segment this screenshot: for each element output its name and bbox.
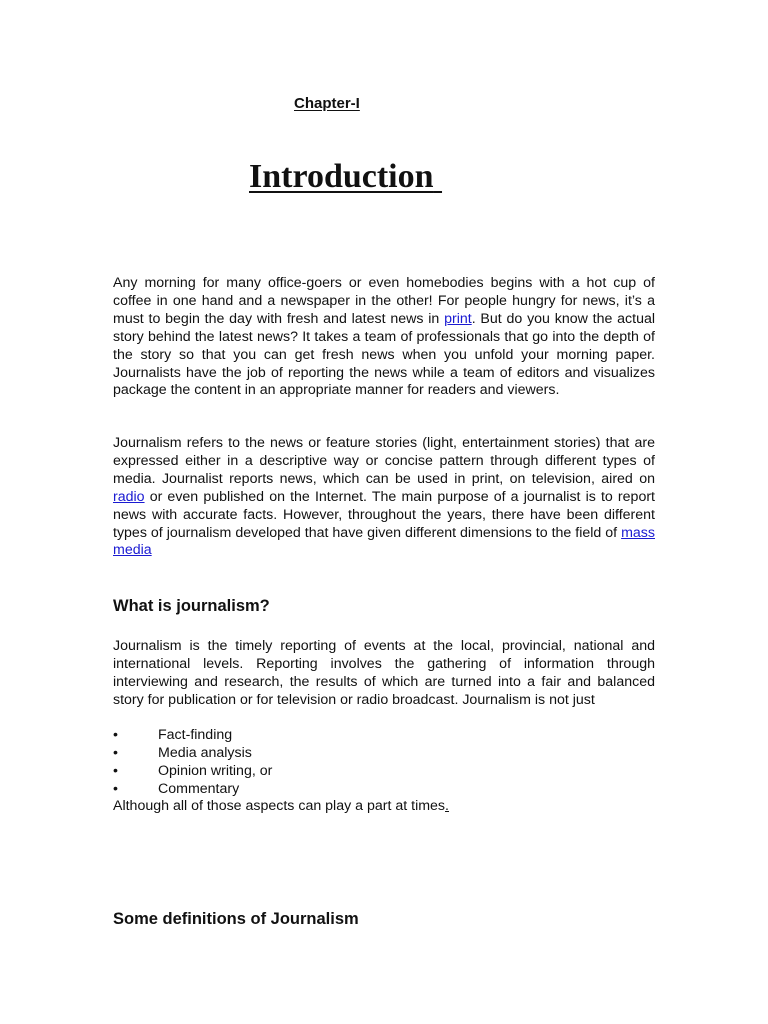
bullet-icon: • [113, 744, 118, 761]
bullet-list [113, 727, 272, 799]
closing-sentence [113, 798, 449, 816]
mass-media-link[interactable]: mass media [113, 524, 655, 559]
bullet-icon: • [113, 762, 118, 779]
paragraph-text: or even published on the Internet. The main purpose of a journalist is to report news with accurate facts. However, throughout the years, there have been different types of journalism developed that have given different dimensions to the field of [113, 488, 655, 541]
list-item-text: Fact-finding [158, 727, 233, 743]
page-title-text: Introduction [249, 158, 434, 195]
list-item-text: Media analysis [158, 744, 252, 761]
intro-paragraph-1 [113, 275, 655, 400]
page-title [249, 158, 442, 196]
list-item [113, 781, 272, 799]
bullet-icon: • [113, 727, 118, 743]
intro-paragraph-2 [113, 435, 655, 560]
print-link[interactable]: print [444, 310, 472, 327]
list-item [113, 745, 272, 763]
closing-period: . [445, 798, 449, 814]
list-item-text: Opinion writing, or [158, 762, 273, 779]
list-item-text: Commentary [158, 780, 240, 797]
paragraph-text: Any morning for many office-goers or even homebodies begins with a hot cup of coffee in one hand and a newspaper in the other! For people hungry for news, it’s a must to begin the day with fresh and latest news in [113, 275, 655, 327]
paragraph-text: Journalism refers to the news or feature stories (light, entertainment stories) that are expressed either in a descriptive way or concise pattern through different types of media. Journalist reports news, which can be used in print, on television, aired on [113, 435, 655, 487]
list-item [113, 727, 272, 745]
chapter-label: Chapter-I [294, 95, 360, 112]
section-heading-definitions: Some definitions of Journalism [113, 910, 359, 928]
closing-text: Although all of those aspects can play a part at times [113, 798, 446, 814]
bullet-icon: • [113, 780, 118, 797]
journalism-definition-paragraph: Journalism is the timely reporting of events at the local, provincial, national and international levels. Reporting involves the gathering of information through interviewing and research, the results of which are turned into a fair and balanced story for publication or for television or radio broadcast. Journalism is not just [113, 638, 655, 708]
radio-link[interactable]: radio [113, 488, 145, 505]
section-heading-what-is-journalism: What is journalism? [113, 597, 270, 615]
list-item [113, 763, 272, 781]
paragraph-text: . But do you know the actual story behind the latest news? It takes a team of professionals that go into the depth of the story so that you can get fresh news when you unfold your morning paper. Journalists have the job of reporting the news while a team of editors and visualizes package the content in an appropriate manner for readers and viewers. [113, 310, 656, 399]
